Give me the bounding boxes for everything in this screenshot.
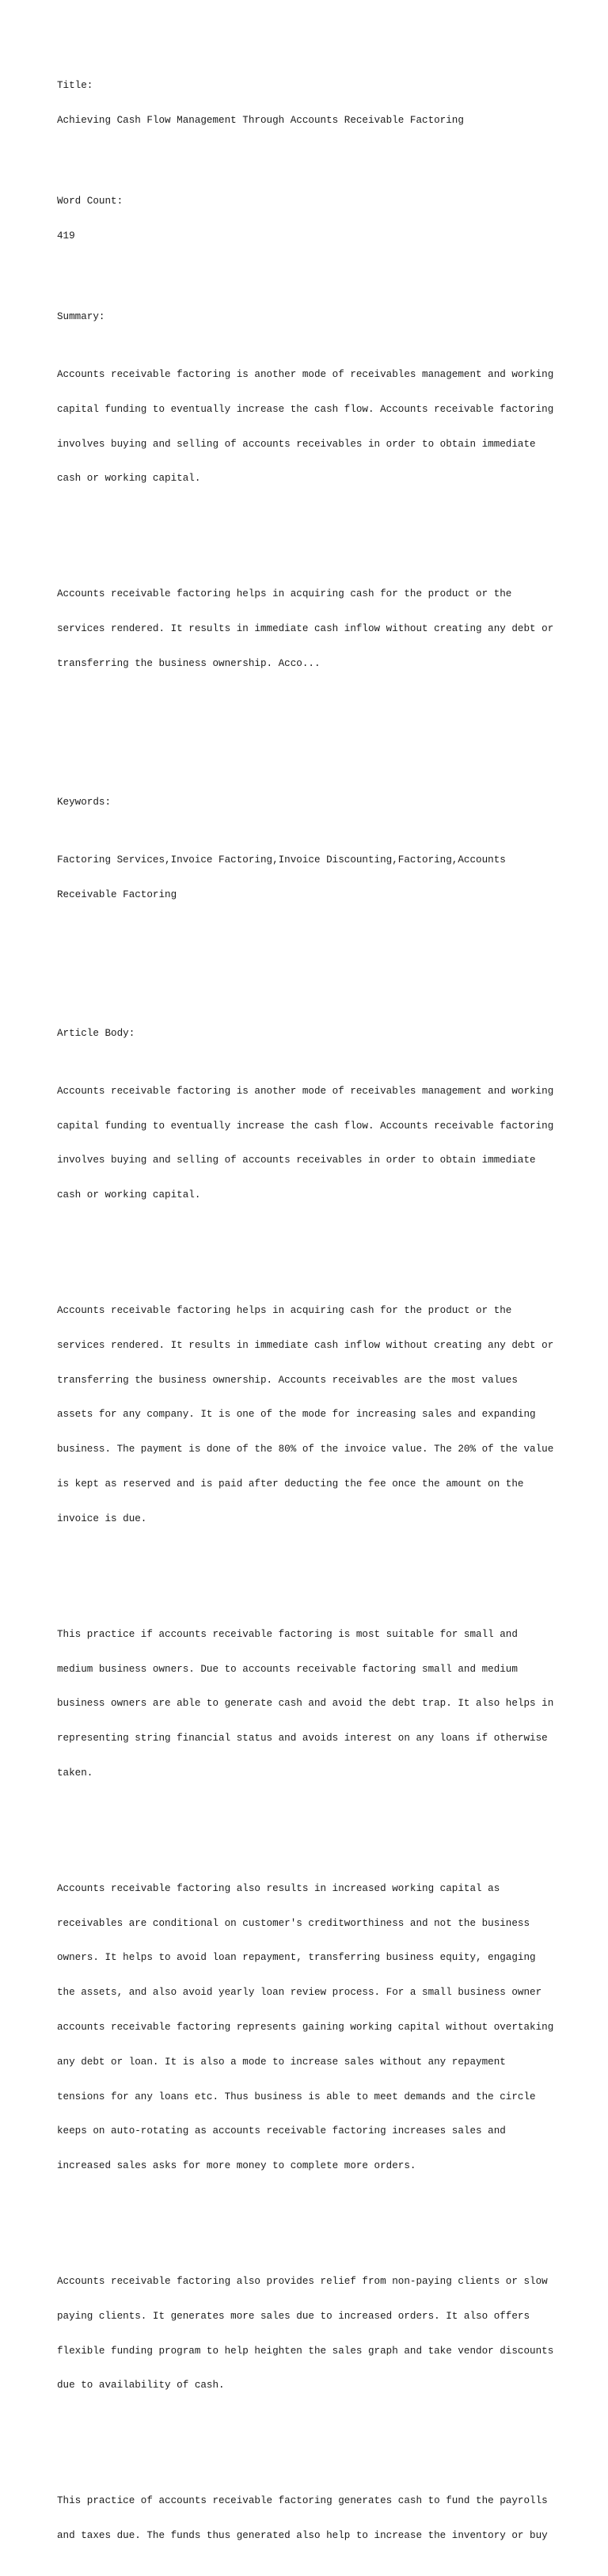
text-line: representing string financial status and avoids interest on any loans if otherwise [57,1733,548,1745]
word-count-value: 419 [57,230,75,242]
spacer [57,751,556,763]
text-line: This practice of accounts receivable factoring generates cash to fund the payrolls [57,2495,548,2507]
keywords-list [57,831,556,924]
spacer [57,531,556,542]
text-line: involves buying and selling of accounts receivables in order to obtain immediate [57,438,536,450]
text-line: taken. [57,1767,93,1779]
text-line: and taxes due. The funds thus generated also help to increase the inventory or buy [57,2530,548,2542]
text-line: is kept as reserved and is paid after deducting the fee once the amount on the [57,1478,524,1490]
text-line: This practice if accounts receivable factoring is most suitable for small and [57,1628,518,1640]
text-line: capital funding to eventually increase the cash flow. Accounts receivable factoring [57,403,554,415]
spacer [57,150,556,162]
text-line: tensions for any loans etc. Thus business is able to meet demands and the circle [57,2091,536,2102]
text-line: Factoring Services,Invoice Factoring,Invoice Discounting,Factoring,Accounts [57,854,506,866]
text-line: cash or working capital. [57,473,201,485]
article-paragraph-2 [57,1282,556,1548]
text-line: business. The payment is done of the 80% of the invoice value. The 20% of the value [57,1444,554,1455]
text-line: assets for any company. It is one of the mode for increasing sales and expanding [57,1409,536,1421]
spacer [57,716,556,728]
spacer [57,2218,556,2230]
spacer [57,265,556,277]
text-line: owners. It helps to avoid loan repayment, transferring business equity, engaging [57,1952,536,1964]
text-line: paying clients. It generates more sales due to increased orders. It also offers [57,2310,530,2322]
article-paragraph-4 [57,1860,556,2195]
title-label: Title: [57,80,93,92]
summary-paragraph-1 [57,346,556,508]
spacer [57,982,556,994]
text-line: Receivable Factoring [57,888,177,900]
text-line: Accounts receivable factoring helps in acquiring cash for the product or the [57,588,512,600]
text-line: flexible funding program to help heighten the sales graph and take vendor discounts [57,2345,554,2357]
text-line: involves buying and selling of accounts receivables in order to obtain immediate [57,1155,536,1166]
spacer [57,1571,556,1583]
text-line: services rendered. It results in immediate cash inflow without creating any debt or [57,1339,554,1351]
article-label: Article Body: [57,1027,135,1039]
spacer [57,947,556,959]
article-paragraph-6 [57,2472,556,2565]
text-line: due to availability of cash. [57,2380,225,2391]
text-line: services rendered. It results in immediate cash inflow without creating any debt or [57,623,554,635]
text-line: capital funding to eventually increase the cash flow. Accounts receivable factoring [57,1120,554,1132]
text-line: receivables are conditional on customer's creditworthiness and not the business [57,1917,530,1929]
text-line: the assets, and also avoid yearly loan review process. For a small business owner [57,1987,542,1999]
text-line: transferring the business ownership. Acco... [57,657,321,669]
keywords-label: Keywords: [57,797,112,808]
text-line: Accounts receivable factoring helps in acquiring cash for the product or the [57,1305,512,1317]
summary-label: Summary: [57,311,105,323]
text-line: accounts receivable factoring represents gaining working capital without overtaking [57,2021,554,2033]
document-page [57,57,556,2576]
text-line: Accounts receivable factoring is another mode of receivables management and working [57,369,554,381]
text-line: Accounts receivable factoring also results in increased working capital as [57,1882,500,1894]
article-paragraph-3 [57,1606,556,1802]
summary-paragraph-2 [57,565,556,693]
text-line: transferring the business ownership. Accounts receivables are the most values [57,1374,518,1386]
text-line: increased sales asks for more money to complete more orders. [57,2160,416,2172]
text-line: any debt or loan. It is also a mode to increase sales without any repayment [57,2056,506,2068]
text-line: business owners are able to generate cash and avoid the debt trap. It also helps in [57,1698,554,1710]
text-line: cash or working capital. [57,1189,201,1201]
word-count-label: Word Count: [57,196,124,207]
text-line: Accounts receivable factoring is another mode of receivables management and working [57,1085,554,1097]
spacer [57,1247,556,1259]
article-paragraph-1 [57,1063,556,1224]
spacer [57,1825,556,1837]
text-line: Accounts receivable factoring also provides relief from non-paying clients or slow [57,2276,548,2287]
spacer [57,2437,556,2449]
document-title: Achieving Cash Flow Management Through Accounts Receivable Factoring [57,114,464,126]
article-paragraph-5 [57,2253,556,2414]
text-line: invoice is due. [57,1512,147,1524]
text-line: medium business owners. Due to accounts receivable factoring small and medium [57,1663,518,1675]
text-line: keeps on auto-rotating as accounts receivable factoring increases sales and [57,2125,506,2137]
